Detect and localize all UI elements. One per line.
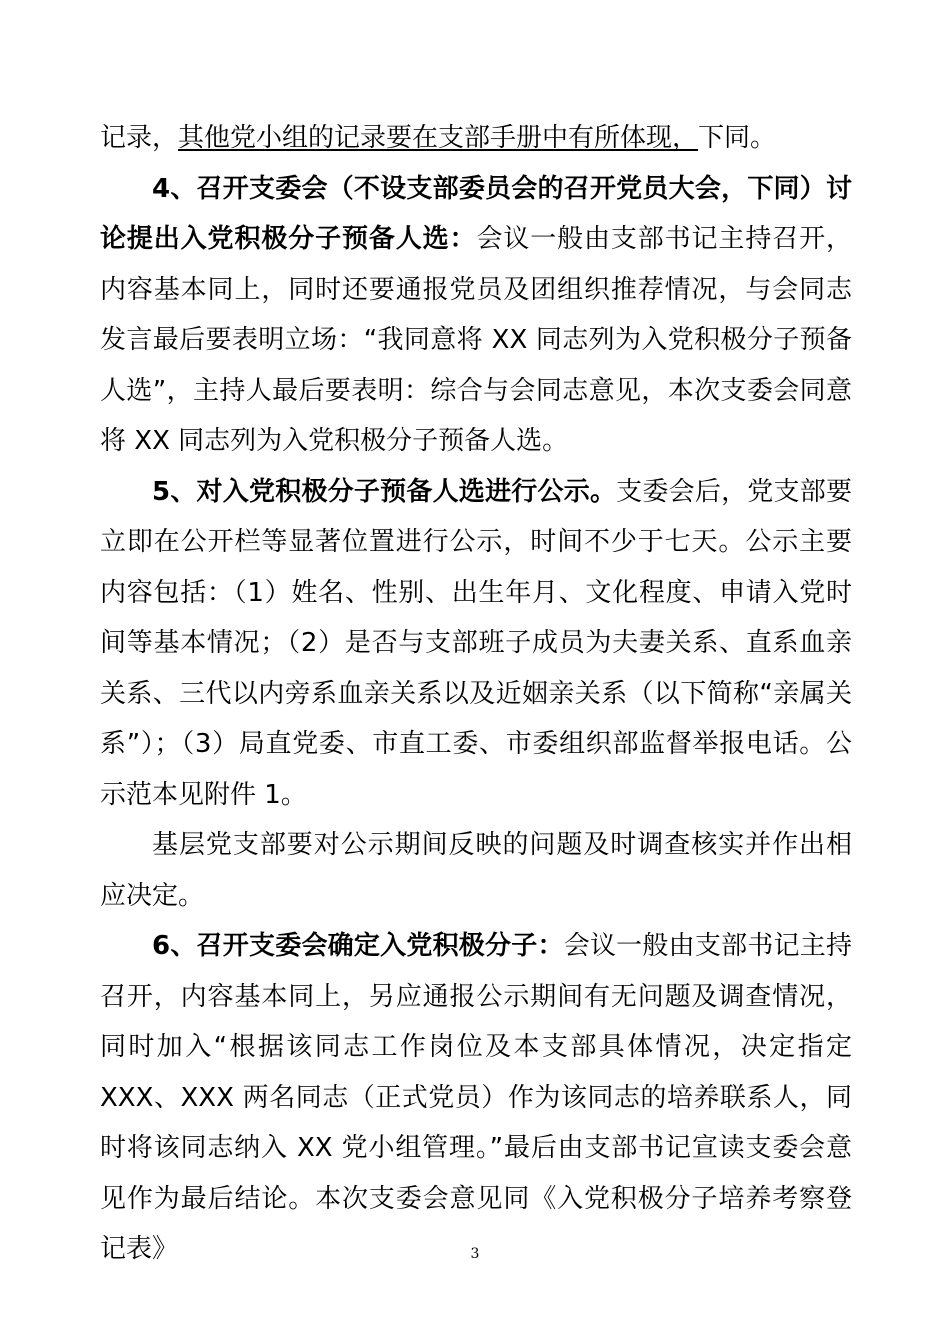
step-heading: 4、召开支委会（不设支部委员会的召开党员大会，下同）讨论提出入党积极分子预备人选： — [100, 173, 852, 254]
paragraph-text: 支委会后，党支部要立即在公开栏等显著位置进行公示，时间不少于七天。公示主要内容包括：（1）姓名、性别、出生年月、文化程度、申请入党时间等基本情况；（2）是否与支部班子成员为夫妻关系、直系血亲关系、三代以内旁系血亲关系以及近姻亲关系（以下简称“亲属关系”）；（3）局直党委、市直工委、市委组织部监督举报电话。公示范本见附件 1。 — [100, 476, 852, 810]
page-number: 3 — [470, 1246, 480, 1262]
paragraph-verification — [100, 820, 852, 921]
paragraph-text: 会议一般由支部书记主持召开，内容基本同上，同时还要通报党员及团组织推荐情况，与会同志发言最后要表明立场：“我同意将 XX 同志列为入党积极分子预备人选”，主持人最后要表明：综合与会同志意见，本次支委会同意将 XX 同志列为入党积极分子预备人选。 — [100, 224, 852, 456]
underlined-text: 其他党小组的记录要在支部手册中有所体现， — [178, 123, 699, 153]
paragraph-step-6 — [100, 921, 852, 1275]
paragraph-step-4 — [100, 164, 852, 467]
step-heading: 5、对入党积极分子预备人选进行公示。 — [152, 476, 617, 507]
paragraph-step-5 — [100, 467, 852, 821]
paragraph-continuation — [100, 113, 852, 164]
paragraph-text: 记录， — [100, 123, 179, 153]
paragraph-text: 会议一般由支部书记主持召开，内容基本同上，另应通报公示期间有无问题及调查情况，同时加入“根据该同志工作岗位及本支部具体情况，决定指定 XXX、XXX 两名同志（正式党员）作为该同志的培养联系人，同时将该同志纳入 XX 党小组管理。”最后由支部书记宣读支委会意见作为最后结论。本次支委会意见同《入党积极分子培养考察登记表》 — [100, 931, 852, 1264]
body-text — [100, 113, 852, 1275]
paragraph-text: 基层党支部要对公示期间反映的问题及时调查核实并作出相应决定。 — [100, 830, 852, 911]
paragraph-text: 下同。 — [698, 123, 777, 153]
step-heading: 6、召开支委会确定入党积极分子： — [152, 931, 564, 961]
